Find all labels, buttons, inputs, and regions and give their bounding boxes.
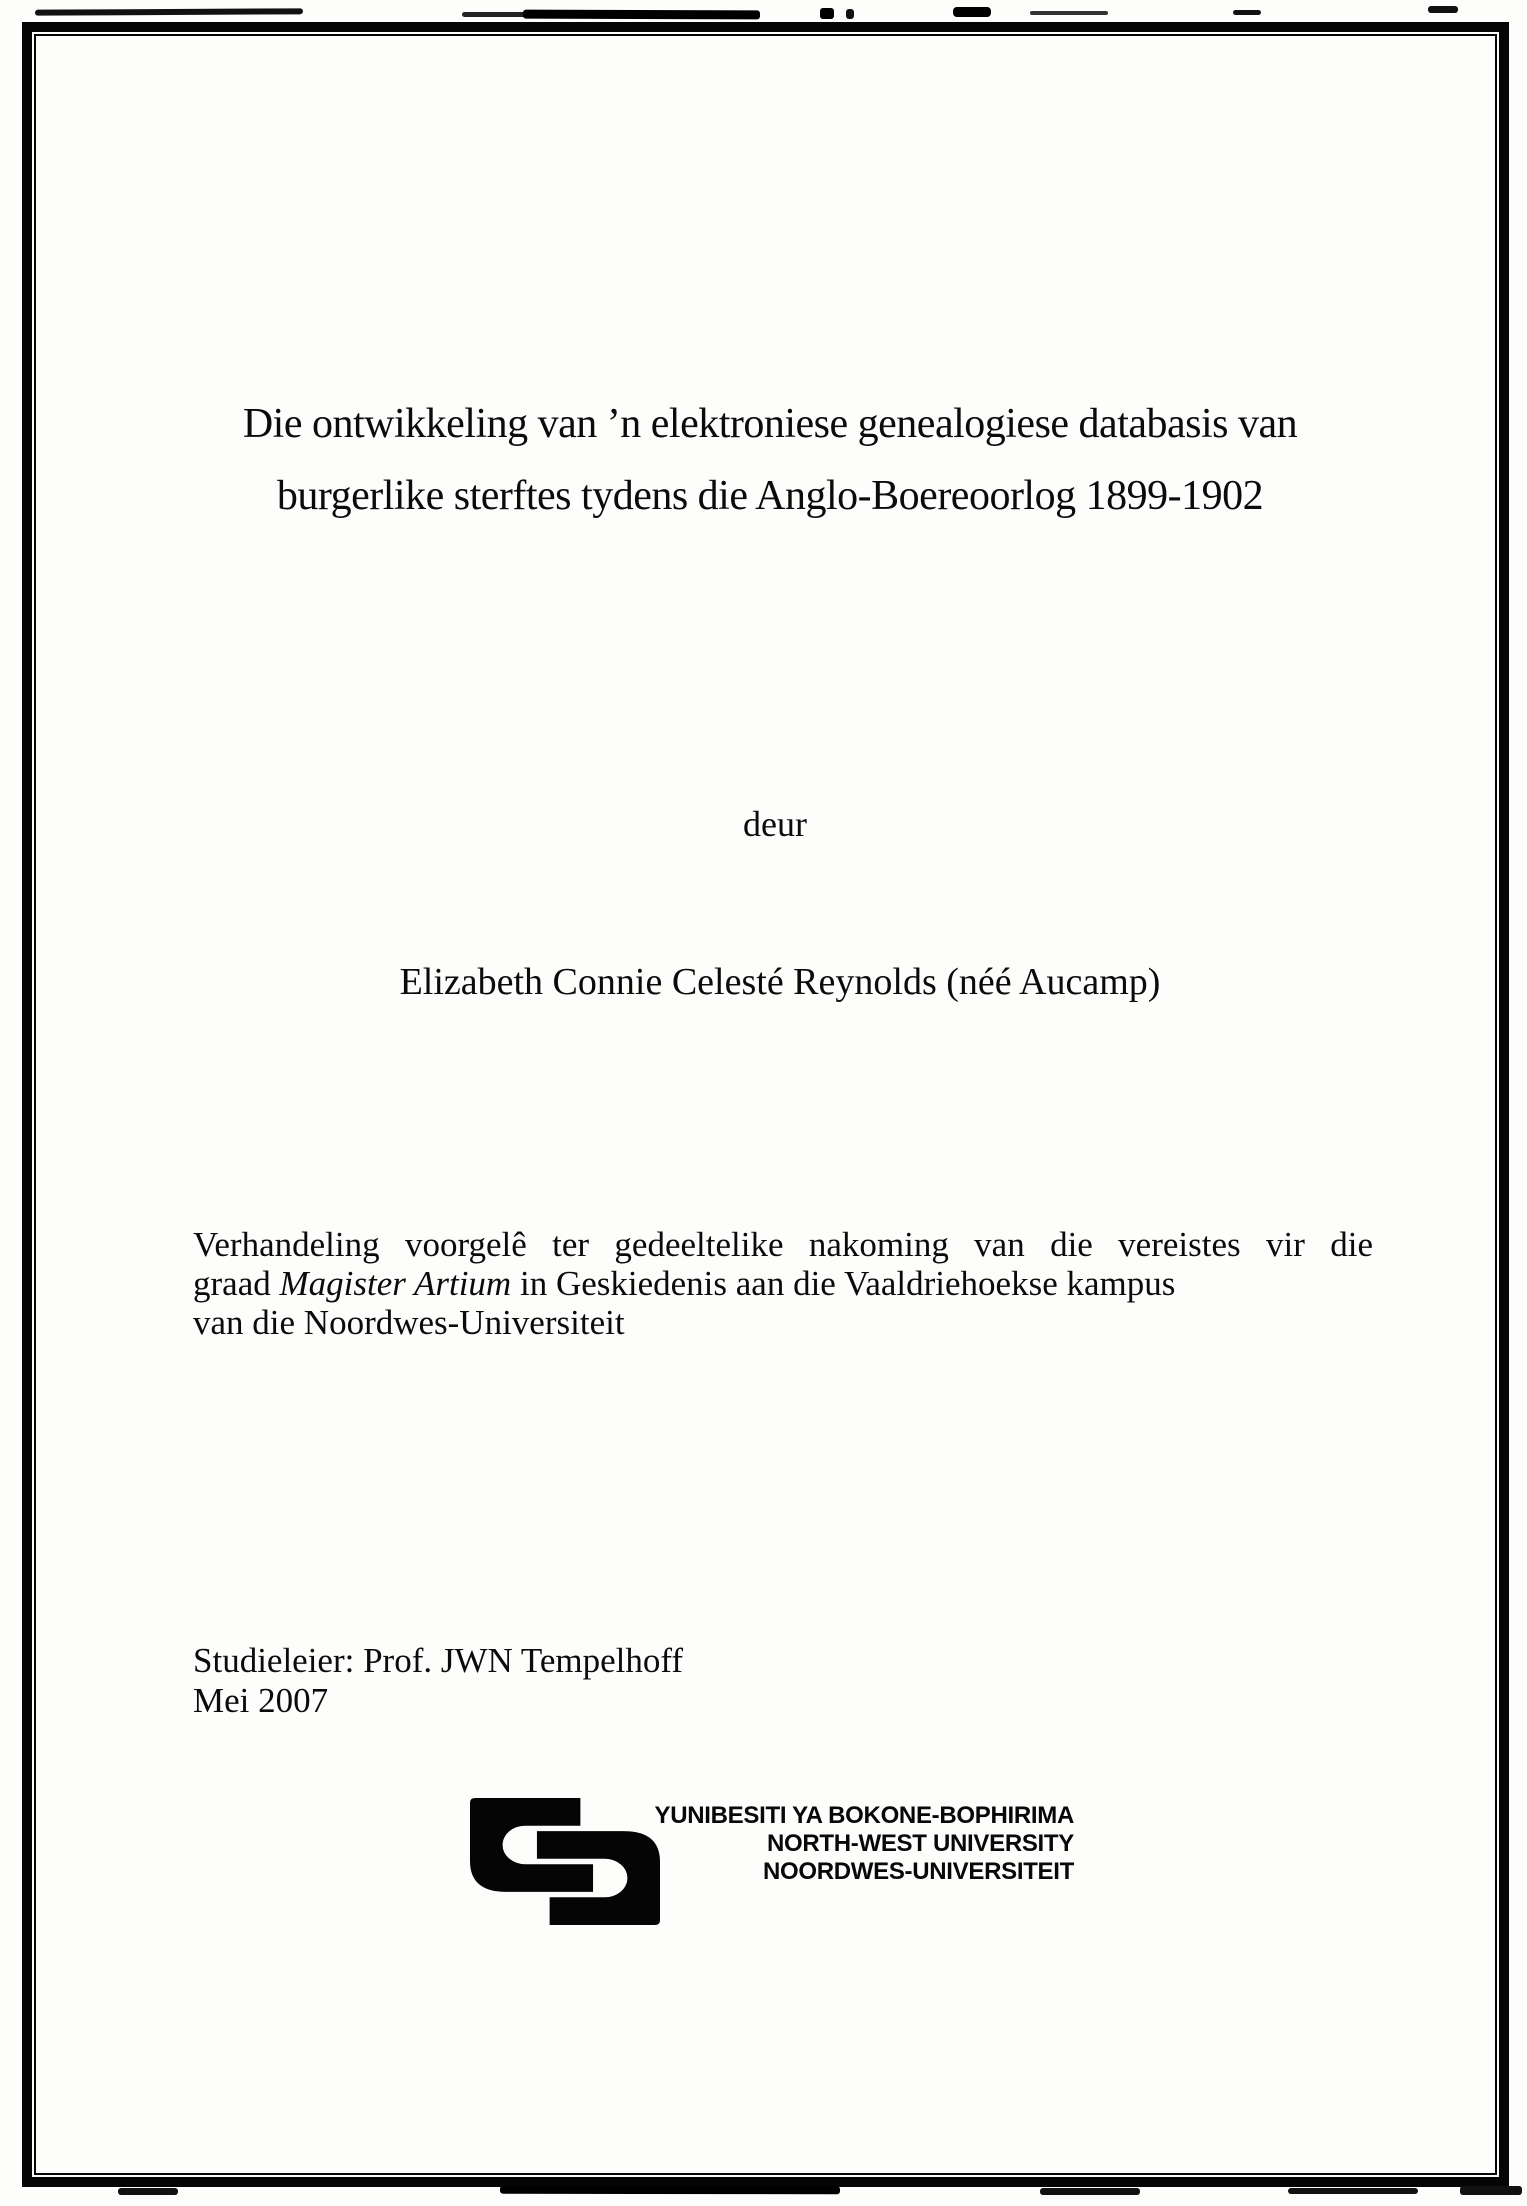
scan-artifact (500, 2186, 840, 2195)
scan-artifact (846, 9, 854, 19)
nwu-logo-line-afrikaans: NOORDWES-UNIVERSITEIT (762, 1858, 1074, 1885)
degree-statement-line2-pre: graad (193, 1264, 280, 1303)
scan-artifact (1040, 2188, 1140, 2195)
date-line: Mei 2007 (193, 1681, 329, 1720)
supervisor-block (193, 1641, 1093, 1721)
thesis-title (160, 388, 1380, 532)
nwu-logo-text (588, 1802, 1074, 1886)
supervisor-line: Studieleier: Prof. JWN Tempelhoff (193, 1641, 684, 1680)
thesis-title-line2: burgerlike sterftes tydens die Anglo-Boereoorlog 1899-1902 (276, 473, 1264, 519)
scan-artifact (820, 8, 834, 19)
degree-statement-line1: Verhandeling voorgelê ter gedeeltelike nakoming van die vereistes vir die (193, 1225, 1373, 1264)
scan-artifact (1428, 6, 1458, 13)
degree-statement-line3: van die Noordwes-Universiteit (193, 1303, 625, 1342)
scan-artifact (118, 2188, 178, 2195)
author-name: Elizabeth Connie Celesté Reynolds (néé Aucamp) (399, 961, 1161, 1003)
scan-artifact (953, 7, 991, 17)
scan-artifact (35, 8, 303, 15)
scan-artifact (1030, 11, 1108, 15)
scan-artifact (523, 10, 760, 20)
degree-statement-line2 (193, 1264, 1373, 1303)
degree-name-italic: Magister Artium (279, 1264, 512, 1303)
degree-statement (193, 1225, 1373, 1342)
scan-artifact (1288, 2188, 1418, 2194)
scan-artifact (1460, 2186, 1522, 2195)
nwu-logo-line-english: NORTH-WEST UNIVERSITY (766, 1830, 1074, 1857)
nwu-logo-line-setswana: YUNIBESITI YA BOKONE-BOPHIRIMA (654, 1802, 1074, 1829)
degree-statement-line2-post: in Geskiedenis aan die Vaaldriehoekse kampus (511, 1264, 1176, 1303)
thesis-title-line1: Die ontwikkeling van ’n elektroniese genealogiese databasis van (242, 401, 1298, 447)
byline-deur: deur (743, 804, 807, 844)
scan-artifact (1233, 10, 1261, 15)
